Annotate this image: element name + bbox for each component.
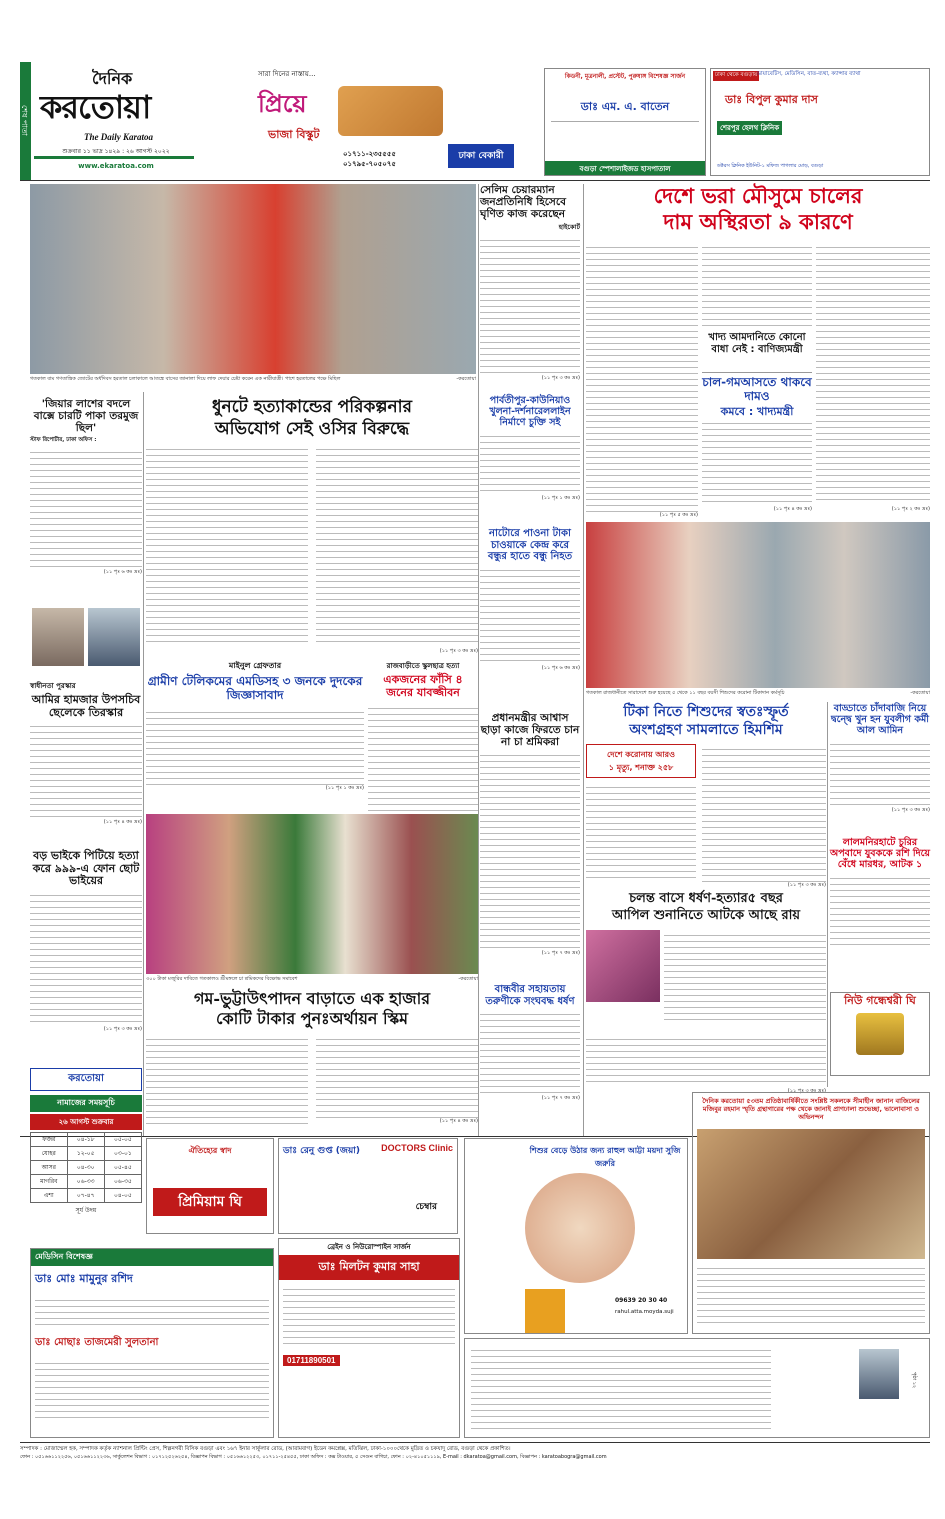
eye-doctor: ডাঃ বিপুল কুমার দাস xyxy=(725,93,818,106)
lalmonirhat-headline: লালমনিরহাটে চুরির অপবাদে যুবককে রশি দিয়ে বেঁধে মারধর, আটক ১ xyxy=(830,837,931,870)
renu-chembar: চেম্বার xyxy=(415,1202,437,1212)
milton-doctor: ডাঃ মিলটন কুমার সাহা xyxy=(279,1255,459,1280)
bakery-brand: প্রিয়ে xyxy=(258,90,307,118)
page-number: পৃষ্ঠা ১২ xyxy=(911,1372,917,1389)
bike-headline: বড় ভাইকে পিটিয়ে হত্যা করে ৯৯৯-এ ফোন ছোট ভাইয়ের xyxy=(32,849,140,888)
award-body xyxy=(30,721,142,819)
prayer-start: ১২-০৫ xyxy=(67,1147,104,1161)
tea-photo xyxy=(146,814,478,974)
library-body xyxy=(697,1263,925,1323)
footer xyxy=(20,1445,930,1461)
girl-cont: (১১ পৃঃ ৭ কঃ দ্রঃ) xyxy=(541,1095,580,1101)
date-line: শুক্রবার ১১ ভাদ্র ১৪২৯ : ২৬ আগস্ট ২০২২ xyxy=(62,148,170,155)
tea-caption-text: ৩০০ টাকা মজুরির দাবিতে গতকালও শ্রীমঙ্গলে চা শ্রমিকদের বিক্ষোভ সমাবেশ xyxy=(146,976,298,982)
gandheshwari-ad xyxy=(830,992,930,1076)
lalmonirhat-story xyxy=(830,838,930,988)
khulna-body xyxy=(480,431,580,495)
prayer-start: ০৪-৩০ xyxy=(67,1161,104,1175)
dhunot-story xyxy=(146,398,478,660)
biscuit-image xyxy=(338,86,443,136)
chanda-story xyxy=(830,704,930,834)
covid-box xyxy=(586,744,696,778)
bakery-name: ঢাকা বেকারী xyxy=(448,144,514,168)
prayer-end: ০৫-৪৫ xyxy=(104,1161,141,1175)
kidney-doctor: ডাঃ এম. এ. বাতেন xyxy=(580,100,670,113)
bus-body xyxy=(664,930,826,1020)
prayer-start: ০৪-১৮ xyxy=(67,1133,104,1147)
wheat-story xyxy=(146,990,478,1134)
prayer-name: এশা xyxy=(31,1189,68,1203)
col-rule-2 xyxy=(478,184,479,1136)
dhunot-body-2 xyxy=(316,444,478,644)
award-cont: (১১ পৃঃ ৪ কঃ দ্রঃ) xyxy=(103,819,142,826)
zia-byline: স্টাফ রিপোর্টার, ঢাকা অফিস : xyxy=(30,437,97,444)
chanda-cont: (১১ পৃঃ ৩ কঃ দ্রঃ) xyxy=(891,806,930,813)
wheat-headline-1: গম-ভুট্টাউৎপাদন বাড়াতে এক হাজার xyxy=(193,989,431,1008)
tajmary-body xyxy=(35,1358,269,1418)
khulna-cont: (১১ পৃঃ ১ কঃ দ্রঃ) xyxy=(541,494,580,501)
award-story xyxy=(30,680,142,846)
milton-ad xyxy=(278,1238,460,1438)
kidney-ad xyxy=(544,68,706,176)
khulna-story xyxy=(480,396,580,524)
library-photo xyxy=(697,1129,925,1259)
library-text: দৈনিক করতোয়া ৫৩তম প্রতিষ্ঠাবার্ষিকীতে সংশ্লিষ্ট সকলকে সীমাহীন জানান বাজিলের মজিবুর রহমান স্মৃতি গ্রন্থাগারের পক্ষ থেকে জানাই প্রাণঢালা শুভেচ্ছা, ভালোবাসা ও অভিনন্দন xyxy=(702,1097,920,1121)
grameen-story xyxy=(146,660,364,812)
renu-doctor: ডাঃ রেনু গুপ্ত (জয়া) xyxy=(283,1146,360,1156)
premium-ghee-name: প্রিমিয়াম ঘি xyxy=(153,1188,267,1216)
prayer-row xyxy=(31,1147,142,1161)
pm-cont: (১১ পৃঃ ৭ কঃ দ্রঃ) xyxy=(541,950,580,957)
natore-body xyxy=(480,565,580,665)
grameen-headline: গ্রামীণ টেলিকমের এমডিসহ ৩ জনকে দুদকের জিজ্ঞাসাবাদ xyxy=(147,674,363,702)
karatoa-badge: করতোয়া xyxy=(30,1068,142,1091)
bakery-ad xyxy=(198,62,538,180)
kidney-body xyxy=(551,121,699,157)
bakery-sub: ভাজা বিস্কুট xyxy=(268,128,320,141)
tea-caption xyxy=(146,976,478,982)
tea-credit: -করতোয়া xyxy=(458,976,478,982)
bus-headline-2: আপিল শুনানিতে আটকে আছে রায় xyxy=(611,907,801,923)
bike-story xyxy=(30,850,142,1064)
selim-headline: সেলিম চেয়ারম্যান জনপ্রতিনিধি হিসেবে ঘৃণিত কাজ করেছেন xyxy=(480,184,566,221)
footer-line-2: ফোন : ০৫১৬৬১১২২৫৬, ০৫১৬৬১১২২৩৬, সার্কুলেশন বিভাগ : ০১৭১২৫২৬২৫৪, বিজ্ঞাপন বিভাগ : ০৫১৬৬১২২৫৩, ০১৭১১-২৫৪৫৫, ঢাকা অফিস : কক্স টাওয়ার, ৫ সেগুন বাগিচা, ফোন : ০২-৪১০৫১১১৯, E-mail : dkaratoa@gmail.com, বিজ্ঞাপন : karatoabogra@gmail.com xyxy=(20,1454,607,1460)
bottom-right-photo xyxy=(859,1349,899,1399)
lead-body-1 xyxy=(586,242,698,512)
footer-line-1: সম্পাদক : মোজাম্মেল হক, সম্পাদক কর্তৃক ন্যাশনাল প্রিন্টিং প্রেস, শিল্পনগরী বিসিক বগুড়া এবং ১৬৭ ইনার সার্কুলার রোড, (আরামবাগ) ইডেন কমপ্লেক্স, মতিঝিল, ঢাকা-১০০০থেকে মুদ্রিত ও চকযাদু রোড, বগুড়া থেকে প্রকাশিত। xyxy=(20,1446,511,1452)
lead-story xyxy=(586,184,930,520)
bakery-phone-1: ০১৭১১-২৩৫৫৫৫ xyxy=(343,150,396,158)
eye-clinic-2: ডক্টরস ক্লিনিক ইউনিট-১ মফিজ পাগলার মোড়, বগুড়া xyxy=(717,163,824,169)
selim-story xyxy=(480,184,580,390)
prayer-name: মাগরিব xyxy=(31,1175,68,1189)
zia-body xyxy=(30,447,142,569)
baby-phone: 09639 20 30 40 xyxy=(615,1297,668,1304)
bottom-right-ad xyxy=(464,1338,930,1438)
prayer-name: যোহর xyxy=(31,1147,68,1161)
gandheshwari-jar xyxy=(856,1013,904,1055)
rajbari-kicker: রাজবাড়ীতে স্কুলছাত্র হত্যা xyxy=(386,662,460,670)
logo-top: দৈনিক xyxy=(92,69,133,88)
prayer-footer: সূর্য উদয় xyxy=(75,1207,97,1214)
zia-cont: (১১ পৃঃ ৬ কঃ দ্রঃ) xyxy=(103,569,142,576)
renu-ad xyxy=(278,1138,458,1234)
lead-sub-2b: কমবে : খাদ্যমন্ত্রী xyxy=(720,405,794,418)
masthead xyxy=(34,62,194,180)
award-kicker: স্বাধীনতা পুরস্কার xyxy=(30,682,76,690)
dhaka-tag: ঢাকা থেকে বগুড়ায় xyxy=(713,71,759,81)
chanda-body xyxy=(830,739,930,807)
zia-photo-2 xyxy=(88,608,140,666)
bike-cont: (১১ পৃঃ ৩ কঃ দ্রঃ) xyxy=(103,1025,142,1032)
diabetes-head: ডায়াবেটিস, মেডিসিন, বাত-ব্যথা, ক্যান্সার ব্যাথা xyxy=(757,71,861,77)
logo-en: The Daily Karatoa xyxy=(84,132,153,142)
girl-body xyxy=(480,1009,580,1095)
natore-cont: (১১ পৃঃ ৬ কঃ দ্রঃ) xyxy=(541,664,580,671)
diabetes-ad xyxy=(710,68,930,176)
lead-body-2 xyxy=(702,242,812,328)
covid-box-1: দেশে করোনায় আরও xyxy=(607,750,675,759)
baby-package xyxy=(525,1289,565,1333)
baby-image xyxy=(525,1173,635,1283)
prayer-row xyxy=(31,1133,142,1147)
website: www.ekaratoa.com xyxy=(78,162,154,170)
bottom-right-body xyxy=(471,1345,771,1431)
milton-body xyxy=(283,1284,455,1344)
lalmonirhat-body xyxy=(830,873,930,949)
girl-headline: বান্ধবীর সহায়তায় তরুণীকে সংঘবদ্ধ ধর্ষণ xyxy=(485,984,575,1007)
mamun-body xyxy=(35,1295,269,1329)
medicine-head: মেডিসিন বিশেষজ্ঞ xyxy=(31,1249,273,1266)
prayer-row xyxy=(31,1161,142,1175)
rajbari-body xyxy=(368,703,478,821)
gandheshwari-name: নিউ গন্ধেশ্বরী ঘি xyxy=(844,994,916,1007)
grameen-kicker: মাইনুল গ্রেফতার xyxy=(228,661,282,670)
lead-sub-2a: চাল-গমআসতে থাকবে দামও xyxy=(702,375,812,403)
milton-head: ব্রেইন ও নিউরোস্পাইন সার্জন xyxy=(327,1243,411,1251)
bakery-tag: সারা দিনের নাস্তায়... xyxy=(258,70,316,78)
prayer-row xyxy=(31,1175,142,1189)
prayer-table xyxy=(30,1132,142,1203)
baby-web: rahul.atta.moyda.suji xyxy=(615,1309,674,1315)
award-headline: আমির হামজার উপসচিব ছেলেকে তিরস্কার xyxy=(31,693,141,719)
lead-headline-2: দাম অস্থিরতা ৯ কারণে xyxy=(663,209,853,235)
bakery-phone-2: ০১৭৯৫-৭০৫০৭৫ xyxy=(343,160,396,168)
doctors-clinic: DOCTORS Clinic xyxy=(381,1143,453,1153)
bus-body-2 xyxy=(586,1034,826,1086)
zia-story xyxy=(30,398,142,676)
pm-body xyxy=(480,750,580,950)
bike-body xyxy=(30,890,142,1026)
lead-body-4 xyxy=(816,242,930,504)
prayer-row xyxy=(31,1189,142,1203)
kidney-head: কিডনী, মূত্রনালী, প্রস্টেট, পুরুষাঙ্গ বিশেষজ্ঞ সার্জন xyxy=(564,73,686,80)
bus-story xyxy=(586,892,826,1032)
zia-headline: 'জিয়ার লাশের বদলে বাক্সে চারটি পাকা তরমুজ ছিল' xyxy=(33,398,139,435)
tajmary-doctor: ডাঃ মোছাঃ তাজমেরী সুলতানা xyxy=(35,1337,159,1348)
pm-story xyxy=(480,712,580,980)
grameen-body xyxy=(146,707,364,785)
natore-headline: নাটোরে পাওনা টাকা চাওয়াকে কেন্দ্র করে বন্ধুর হাতে বন্ধু নিহত xyxy=(487,528,573,562)
vaccine-headline-1: টিকা নিতে শিশুদের স্বতঃস্ফূর্ত xyxy=(623,704,789,720)
library-ad xyxy=(692,1092,930,1334)
baby-food-ad xyxy=(464,1138,688,1334)
selim-tag: হাইকোর্ট xyxy=(558,223,580,232)
col-rule-3 xyxy=(583,184,584,1136)
side-label: শেষ পাতা xyxy=(20,62,31,180)
grameen-cont: (১১ পৃঃ ১ কঃ দ্রঃ) xyxy=(325,784,364,791)
lead-cont-1: (১১ পৃঃ ৫ কঃ দ্রঃ) xyxy=(659,512,698,518)
wheat-body-2 xyxy=(316,1034,478,1118)
wheat-headline-2: কোটি টাকার পুনঃঅর্থায়ন স্কিম xyxy=(215,1009,409,1029)
prayer-end: ০৬-৩৫ xyxy=(104,1175,141,1189)
lead-body-3 xyxy=(702,418,812,504)
prayer-box xyxy=(30,1068,142,1244)
dhunot-body-1 xyxy=(146,444,308,644)
hartal-caption xyxy=(30,376,476,382)
premium-ghee-ad xyxy=(146,1138,274,1234)
vaccine-caption-text: গতকাল রাজধানীতে সারাদেশে শুরু হয়েছে ৫ থেকে ১১ বছর বয়সী শিশুদের করোনা টিকাদান কর্মসূচি xyxy=(586,690,785,696)
dhunot-headline-2: অভিযোগ সেই ওসির বিরুদ্ধে xyxy=(214,418,410,439)
eye-clinic: শেরপুর হেলথ ক্লিনিক xyxy=(717,121,782,135)
newspaper-page xyxy=(20,62,930,1472)
hartal-photo xyxy=(30,184,476,374)
hartal-credit: -করতোয়া xyxy=(456,376,476,382)
chanda-headline: বাড্ডাতে চাঁদাবাজি নিয়ে দ্বন্দ্বে খুন হন যুবলীগ কর্মী আল আমিন xyxy=(830,703,929,736)
col-rule-4 xyxy=(827,702,828,1087)
vaccine-photo xyxy=(586,522,930,688)
khulna-headline: পার্বতীপুর-কাউনিয়াও খুলনা-দর্শনারেললাইন নির্মাণে চুক্তি সই xyxy=(489,395,571,428)
dhunot-headline-1: ধুনটে হত্যাকান্ডের পরিকল্পনার xyxy=(212,397,412,417)
lead-cont-2: (১১ পৃঃ ৪ কঃ দ্রঃ) xyxy=(773,506,812,512)
prayer-name: ফজর xyxy=(31,1133,68,1147)
prayer-end: ০৪-০৫ xyxy=(104,1189,141,1203)
prayer-name: আসর xyxy=(31,1161,68,1175)
baby-tag: শিশুর বেড়ে উঠার জন্য রাহুল আট্টা ময়দা সুজি জরুরি xyxy=(529,1146,681,1168)
bus-headline-1: চলন্ত বাসে ধর্ষণ-হত্যার৫ বছর xyxy=(629,891,783,906)
vaccine-body-1 xyxy=(586,782,696,882)
vaccine-caption xyxy=(586,690,930,696)
prayer-end: ০৩-০১ xyxy=(104,1147,141,1161)
wheat-body-1 xyxy=(146,1034,308,1126)
prayer-end: ০৫-০৫ xyxy=(104,1133,141,1147)
bus-victim-photo xyxy=(586,930,660,1002)
mamun-doctor: ডাঃ মোঃ মামুনুর রশিদ xyxy=(35,1272,133,1285)
footer-rule xyxy=(20,1442,930,1443)
vaccine-credit: -করতোয়া xyxy=(910,690,930,696)
prayer-start: ০৭-৪৭ xyxy=(67,1189,104,1203)
selim-body xyxy=(480,235,580,375)
logo-main: করতোয়া xyxy=(40,88,151,126)
bus-cont: (১১ পৃঃ ৩ কঃ দ্রঃ) xyxy=(787,1088,826,1094)
vaccine-headline-2: অংশগ্রহণ সামলাতে হিমশিম xyxy=(629,722,783,739)
prayer-start: ০৬-৩৩ xyxy=(67,1175,104,1189)
lead-headline-1: দেশে ভরা মৌসুমে চালের xyxy=(653,183,863,208)
vaccine-story xyxy=(586,704,826,890)
covid-box-2: ১ মৃত্যু, শনাক্ত ২৫৮ xyxy=(608,763,674,772)
lead-cont-3: (১১ পৃঃ ২ কঃ দ্রঃ) xyxy=(891,506,930,512)
lead-sub-1: খাদ্য আমদানিতে কোনো বাধা নেই : বাণিজ্যমন্ত্রী xyxy=(708,332,806,355)
pm-headline: প্রধানমন্ত্রীর আশ্বাস ছাড়া কাজে ফিরতে চান না চা শ্রমিকরা xyxy=(480,712,580,749)
natore-story xyxy=(480,528,580,708)
masthead-rule xyxy=(34,156,194,159)
girl-story xyxy=(480,984,580,1134)
dhunot-cont: (১১ পৃঃ ৩ কঃ দ্রঃ) xyxy=(439,648,478,654)
wheat-cont: (১১ পৃঃ ৪ কঃ দ্রঃ) xyxy=(439,1118,478,1124)
top-rule xyxy=(20,180,930,181)
col-rule-1 xyxy=(143,392,144,1136)
prayer-header: নামাজের সময়সূচি xyxy=(30,1095,142,1112)
zia-photo-1 xyxy=(32,608,84,666)
lead-sub-2 xyxy=(702,372,812,422)
vaccine-body-2 xyxy=(702,744,826,882)
prayer-date: ২৬ আগস্ট শুক্রবার xyxy=(30,1114,142,1130)
vaccine-cont: (১১ পৃঃ ৩ কঃ দ্রঃ) xyxy=(787,882,826,888)
rajbari-headline: একজনের ফাঁসি ৪ জনের যাবজ্জীবন xyxy=(383,673,463,699)
premium-ghee-tag: ঐতিহ্যের স্বাদ xyxy=(188,1146,232,1155)
hartal-caption-text: গতকাল বাম গণতান্ত্রিক জোটের অর্ধদিবস হরতাল চলাকালে আতঙ্কে বাসের জানালা দিয়ে লাফ দেয়ার চেষ্টা করেন এক নারীযাত্রী। পাশে হরতালের পক্ষে মিছিল xyxy=(30,376,341,382)
medicine-ad xyxy=(30,1248,274,1438)
selim-cont: (১১ পৃঃ ৩ কঃ দ্রঃ) xyxy=(541,375,580,382)
kidney-hospital: বগুড়া স্পেশালাইজড হাসপাতাল xyxy=(545,161,705,176)
milton-phone: 01711890501 xyxy=(283,1355,340,1366)
